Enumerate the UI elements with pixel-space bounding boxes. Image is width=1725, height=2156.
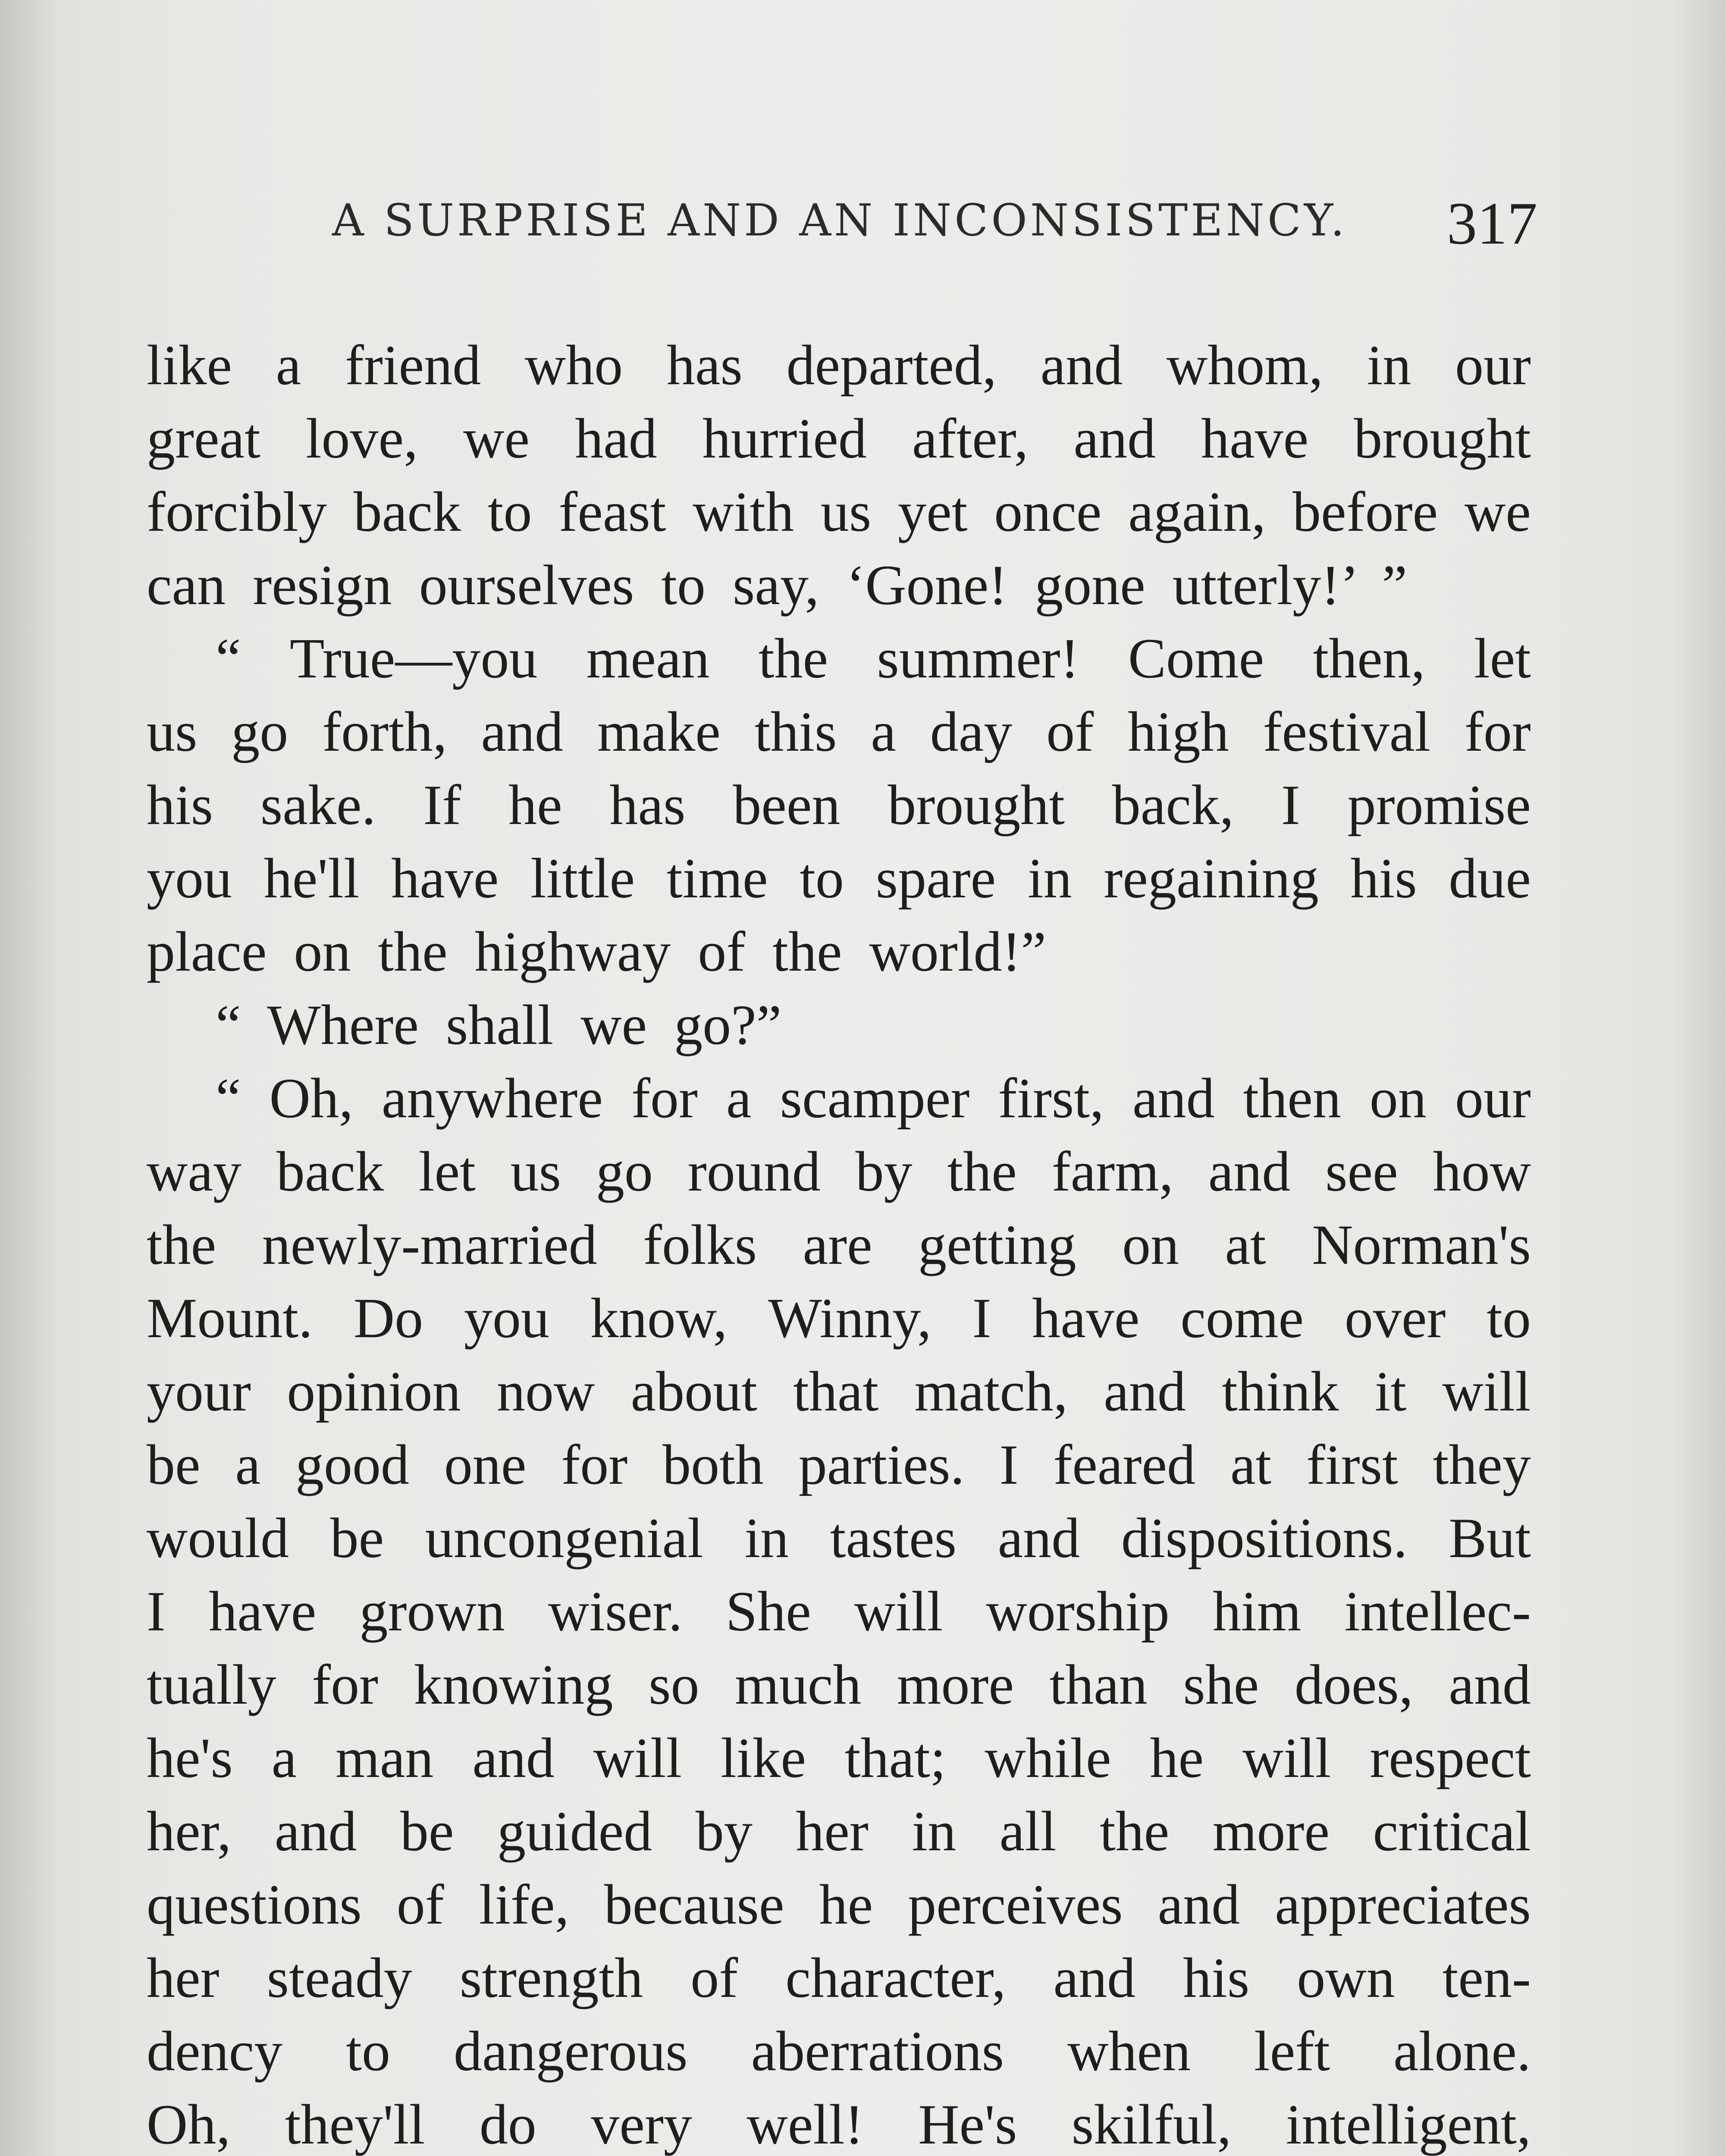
text-line: her steady strength of character, and his own ten- [147,1946,1531,2009]
text-line: us go forth, and make this a day of high festival for [147,700,1531,763]
text-line: you he'll have little time to spare in regaining his due [147,846,1531,910]
text-line: would be uncongenial in tastes and dispositions. But [147,1506,1531,1570]
page-edge-shadow-right [1673,0,1725,2156]
text-line: tually for knowing so much more than she does, and [147,1653,1531,1716]
text-line: “ True—you mean the summer! Come then, let [216,627,1531,690]
text-line: way back let us go round by the farm, and see how [147,1140,1531,1203]
text-line: his sake. If he has been brought back, I promise [147,773,1531,837]
text-line: dency to dangerous aberrations when left alone. [147,2019,1531,2083]
text-line: place on the highway of the world!” [147,920,1047,983]
text-line: be a good one for both parties. I feared at first they [147,1433,1531,1496]
text-line: I have grown wiser. She will worship him intellec- [147,1579,1531,1643]
text-line: “ Where shall we go?” [216,993,782,1056]
page-number: 317 [1447,190,1537,257]
text-line: “ Oh, anywhere for a scamper first, and then on our [216,1066,1531,1130]
text-line: her, and be guided by her in all the more critical [147,1799,1531,1863]
text-line: Mount. Do you know, Winny, I have come over to [147,1286,1531,1350]
text-line: your opinion now about that match, and think it will [147,1360,1531,1423]
text-line: questions of life, because he perceives and appreciates [147,1873,1531,1936]
text-line: great love, we had hurried after, and have brought [147,407,1531,470]
text-line: he's a man and will like that; while he will respect [147,1726,1531,1789]
text-line: Oh, they'll do very well! He's skilful, intelligent, [147,2093,1531,2156]
text-line: the newly-married folks are getting on at Norman's [147,1213,1531,1276]
running-head: A SURPRISE AND AN INCONSISTENCY. [332,195,1348,246]
text-line: forcibly back to feast with us yet once again, before we [147,480,1531,543]
text-line: like a friend who has departed, and whom, in our [147,333,1531,397]
page-edge-shadow-left [0,0,60,2156]
text-line: can resign ourselves to say, ‘Gone! gone utterly!’ ” [147,553,1408,617]
body-text [147,329,1531,2156]
